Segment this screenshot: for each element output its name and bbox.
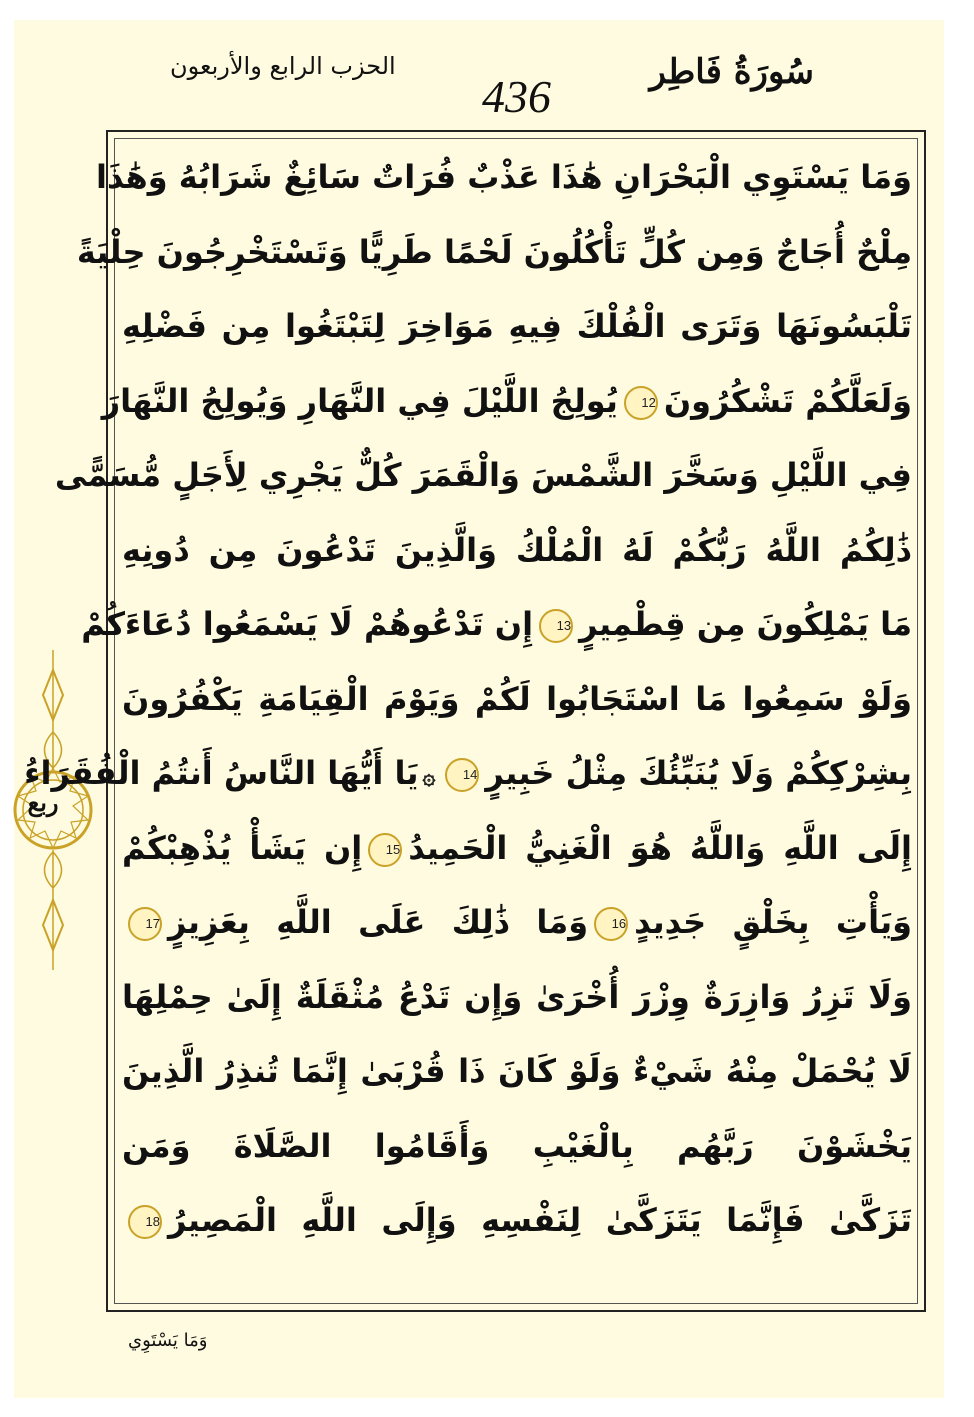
verse-text: وَمَا يَسْتَوِي الْبَحْرَانِ هَٰذَا عَذْبٌ فُرَاتٌ سَائِغٌ شَرَابُهُ وَهَٰذَا: [96, 158, 912, 196]
ayah-number-marker: 13: [539, 609, 573, 643]
ayah-number-marker: 16: [594, 907, 628, 941]
verse-line: [122, 1183, 912, 1258]
ayah-number-marker: 18: [128, 1205, 162, 1239]
verse-text: مَا يَمْلِكُونَ مِن قِطْمِيرٍ: [579, 605, 912, 643]
verse-text: مِلْحٌ أُجَاجٌ وَمِن كُلٍّ تَأْكُلُونَ لَحْمًا طَرِيًّا وَتَسْتَخْرِجُونَ حِلْيَةً: [76, 232, 912, 271]
page-number: 436: [482, 71, 551, 122]
verse-line: [122, 811, 912, 886]
verse-line: [122, 1034, 912, 1109]
hizb-star-icon: ۞: [422, 765, 436, 790]
verse-text: يُولِجُ اللَّيْلَ فِي النَّهَارِ وَيُولِجُ النَّهَارَ: [101, 381, 618, 420]
ayah-number-marker: 17: [128, 907, 162, 941]
verse-line: [81, 587, 912, 662]
verse-line: [101, 364, 912, 439]
verse-line: [76, 215, 912, 290]
verse-line: [122, 662, 912, 737]
verse-line: [122, 1109, 912, 1184]
rub-label: ربع: [27, 788, 59, 817]
verse-text: لَا يُحْمَلْ مِنْهُ شَيْءٌ وَلَوْ كَانَ ذَا قُرْبَىٰ إِنَّمَا تُنذِرُ الَّذِينَ: [122, 1052, 912, 1090]
verse-text: بِشِرْكِكُمْ وَلَا يُنَبِّئُكَ مِثْلُ خَبِيرٍ: [485, 754, 912, 792]
verse-text: فِي اللَّيْلِ وَسَخَّرَ الشَّمْسَ وَالْقَمَرَ كُلٌّ يَجْرِي لِأَجَلٍ مُّسَمًّى: [54, 456, 912, 494]
verse-text: وَلَوْ سَمِعُوا مَا اسْتَجَابُوا لَكُمْ وَيَوْمَ الْقِيَامَةِ يَكْفُرُونَ: [122, 679, 912, 718]
ayah-number-marker: 14: [445, 758, 479, 792]
hizb-label: الحزب الرابع والأربعون: [170, 52, 396, 80]
verse-text: وَمَا ذَٰلِكَ عَلَى اللَّهِ بِعَزِيزٍ: [168, 903, 589, 941]
verse-line: [122, 289, 912, 364]
verse-text: إِن يَشَأْ يُذْهِبْكُمْ: [122, 828, 363, 867]
verse-text: تَزَكَّىٰ فَإِنَّمَا يَتَزَكَّىٰ لِنَفْسِهِ وَإِلَى اللَّهِ الْمَصِيرُ: [168, 1201, 912, 1239]
verse-text: يَخْشَوْنَ رَبَّهُم بِالْغَيْبِ وَأَقَامُوا الصَّلَاةَ وَمَن: [122, 1126, 912, 1165]
verse-line: [122, 513, 912, 588]
verse-text: وَيَأْتِ بِخَلْقٍ جَدِيدٍ: [634, 903, 913, 941]
verse-line: [54, 438, 912, 513]
ayah-number-marker: 12: [624, 386, 658, 420]
ayah-number-marker: 15: [368, 833, 402, 867]
verse-text: إِن تَدْعُوهُمْ لَا يَسْمَعُوا دُعَاءَكُمْ: [81, 605, 534, 643]
verse-line: [122, 960, 912, 1035]
surah-name: سُورَةُ فَاطِر: [649, 52, 814, 92]
verse-line: [96, 140, 912, 215]
verse-text: تَلْبَسُونَهَا وَتَرَى الْفُلْكَ فِيهِ مَوَاخِرَ لِتَبْتَغُوا مِن فَضْلِهِ: [122, 307, 912, 345]
verse-text: وَلَا تَزِرُ وَازِرَةٌ وِزْرَ أُخْرَىٰ وَإِن تَدْعُ مُثْقَلَةٌ إِلَىٰ حِمْلِهَا: [122, 977, 912, 1016]
verse-text: وَلَعَلَّكُمْ تَشْكُرُونَ: [663, 381, 912, 420]
verse-text: يَا أَيُّهَا النَّاسُ أَنتُمُ الْفُقَرَاءُ: [24, 754, 419, 792]
catchword: وَمَا يَسْتَوِي: [128, 1330, 208, 1351]
verse-line: [122, 885, 912, 960]
verse-text: ذَٰلِكُمُ اللَّهُ رَبُّكُمْ لَهُ الْمُلْكُ وَالَّذِينَ تَدْعُونَ مِن دُونِهِ: [122, 530, 912, 569]
verse-text: إِلَى اللَّهِ وَاللَّهُ هُوَ الْغَنِيُّ الْحَمِيدُ: [408, 828, 913, 867]
